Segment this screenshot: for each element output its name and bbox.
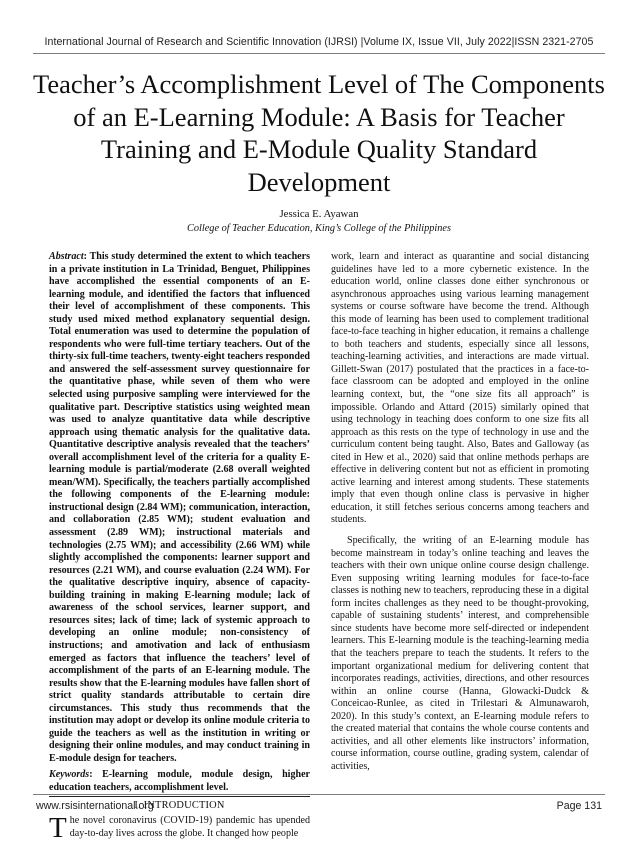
page-number: Page 131 xyxy=(556,800,602,812)
left-column xyxy=(49,251,310,844)
abstract xyxy=(49,251,310,765)
author-affiliation: College of Teacher Education, King’s College of the Philippines xyxy=(187,223,451,234)
keywords-text: : E-learning module, module design, higher education teachers, accomplishment level. xyxy=(49,769,310,793)
introduction-paragraph-2: Specifically, the writing of an E-learning module has become mainstream in today’s online teaching and leaves the teachers with their own unique online course design challenge. Even supposing writing learning modules for face-to-face classes is nothing new to teachers, reproducing these in a digital form incites challenges as they need to be thought-provoking, capable of sustaining students’ interest, and comprehensible since students have become more self-directed or independent learners. This E-learning module is the teaching-learning media that the teachers prepare to teach the students. It refers to the important organizational medium for delivering content that incorporates readings, activities, directions, and other resources within an online course (Hanna, Glowacki-Dudck & Conceicao-Runlee, as cited in Trilestari & Almunawaroh, 2020). In this study’s context, an E-learning module refers to the created material that contains the whole course contents and activities, and all other elements like instructors’ information, course information, course outline, grading system, calendar of activities, xyxy=(331,535,589,772)
abstract-text: : This study determined the extent to which teachers in a private institution in La Trinidad, Benguet, Philippines have accomplished the essential components of an E-learning module, and identified the factors that influenced their level of accomplishment of these components. This study used mixed method explanatory sequential design. Total enumeration was used to determine the population of respondents who were full-time tertiary teachers. Out of the thirty-six full-time teachers, twenty-eight teachers responded and answered the self-assessment survey questionnaire for the quantitative phase, while seven of them who were selected using purposive sampling were interviewed for the qualitative part. Descriptive statistics using weighted mean was used to analyze quantitative data while descriptive approach using thematic analysis for the qualitative data. Quantitative descriptive analysis revealed that the teachers’ overall accomplishment level of the criteria for a quality E-learning module is partial/moderate (2.68 overall weighted mean/WM). Specifically, the teachers partially accomplished the following components of the E-learning module: instructional design (2.84 WM); communication, interaction, and collaboration (2.85 WM); student evaluation and assessment (2.89 WM); instructional materials and technologies (2.75 WM); and accessibility (2.66 WM) while slightly accomplished the components: learner support and resources (2.21 WM), and course evaluation (2.24 WM). For the qualitative descriptive inquiry, absence of capacity-building training in making E-learning module; lack of awareness of the school services, learner support, and resources sites; lack of time; lack of systemic approach to developing an online module; non-consistency of instructions; and amotivation and lack of enthusiasm emerged as factors that influence the teachers’ level of accomplishment of the parts of an E-learning module. The results show that the E-learning modules have fallen short of strict quality standards attributable to certain dire circumstances. This study thus recommends that the institution may adopt or develop its online module criteria to guide the teachers as well as the institution in writing or designing their online modules, and may conduct training in E-module design for teachers. xyxy=(49,251,310,764)
introduction-paragraph-1: work, learn and interact as quarantine and social distancing guidelines have led to a more cybernetic existence. In the education world, online classes done either synchronous or asynchronous approaches using various learning management systems or course software have become the trend. Although this mode of learning has been used to complement traditional face-to-face teaching in higher education, it remains a challenge to both teachers and students, especially since all lessons, teaching-learning activities, and interactions are made virtual. Gillett-Swan (2017) postulated that the practices in a face-to-face classroom can be adopted and employed in the online learning context, but, the “one size fits all approach” is impossible. Orlando and Attard (2015) similarly opined that using technology in teaching does conform to one size fits all approach as this rests on the type of technology in use and the curriculum content being taught. Also, Bates and Galloway (as cited in Hew et al., 2020) said that online methods perhaps are effective in delivering content but not as efficient in promoting active learning and interest among students. These statements imply that even though online class is pervasive in higher education, it still fetches serious concerns among teachers and students. xyxy=(331,251,589,526)
keywords xyxy=(49,769,310,794)
footer-rule xyxy=(33,794,605,795)
footer-url: www.rsisinternational.org xyxy=(36,800,154,812)
introduction-opening xyxy=(49,812,310,844)
right-column xyxy=(331,251,589,773)
keywords-label: Keywords xyxy=(49,769,90,781)
section-divider xyxy=(49,796,310,797)
header-rule xyxy=(33,53,605,54)
introduction-text-left: he novel coronavirus (COVID-19) pandemic has upended day-to-day lives across the globe. It changed how people xyxy=(69,815,310,839)
drop-cap: T xyxy=(49,812,67,844)
author-name: Jessica E. Ayawan xyxy=(279,208,359,220)
running-header: International Journal of Research and Scientific Innovation (IJRSI) |Volume IX, Issue VII, July 2022|ISSN 2321-2705 xyxy=(44,36,594,48)
paper-title: Teacher’s Accomplishment Level of The Components of an E-Learning Module: A Basis for Teacher Training and E-Module Quality Standard Development xyxy=(33,69,605,197)
section-heading-introduction: I. INTRODUCTION xyxy=(134,799,225,811)
abstract-label: Abstract xyxy=(49,251,84,262)
